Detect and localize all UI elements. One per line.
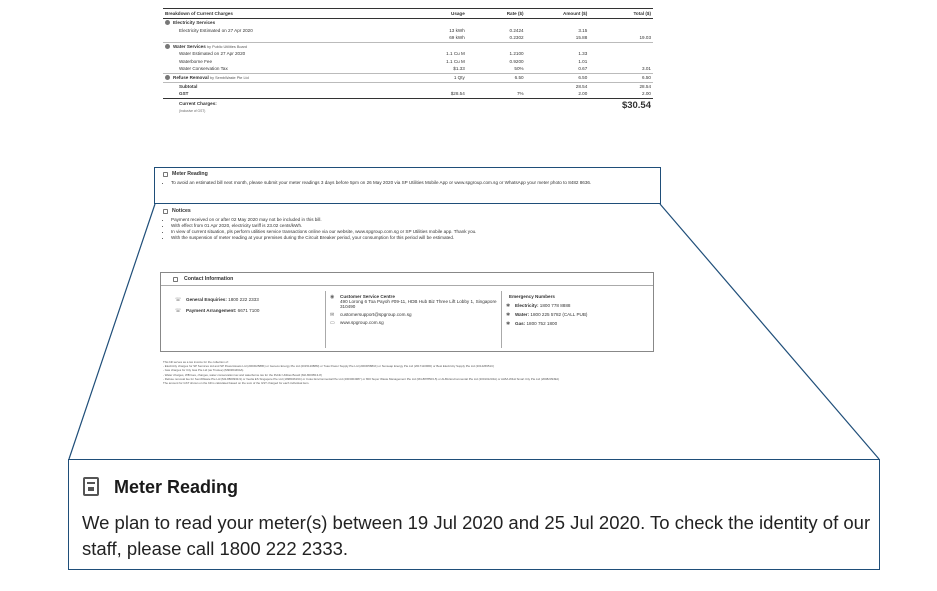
- customer-service-centre-label: Customer Service Centre: [340, 294, 395, 299]
- notice-icon: [163, 209, 168, 215]
- refuse-provider: by SembWaste Pte Ltd: [210, 76, 249, 81]
- phone-icon: ☏: [175, 297, 182, 303]
- customer-service-centre-address: 490 Lorong 6 Toa Payoh #09-11, HDB Hub Biz Three Lift Lobby 1, Singapore 310490: [340, 299, 497, 309]
- list-item: • With the suspension of meter reading at your premises during the Circuit Breaker period, your consumption for this period will be estimated.: [171, 235, 653, 241]
- fine-print-line: This bill serves as a tax invoice for the collection of:: [163, 360, 229, 364]
- list-item: • With effect from 01 Apr 2020, electricity tariff is 23.02 cents/kWh.: [171, 223, 653, 229]
- refuse-section-row: [163, 74, 653, 83]
- fine-print-line: - Refuse removal fee for SembWaste Pte Ltd (M2-8800933-9) or Veolia ES Singapore Pte Ltd (199804619C) or Colex Environmental Pte Ltd (200300498Y) or 800 Super Waste Management Pte Ltd (M4-8878503-5) or ALBA Environmental Pte Ltd (200101234A) or ALBA W&H Smart City Pte Ltd (200823949A): [163, 376, 560, 381]
- list-item: • To avoid an estimated bill next month, please submit your meter readings 3 days before 5pm on 26 May 2020 via SP Utilities Mobile App or www.spgroup.com.sg or WhatsApp your meter photo to 8482 8636.: [171, 180, 653, 186]
- payment-arrangement-number: 6671 7100: [237, 308, 260, 313]
- row-rate: 6.50: [467, 74, 526, 83]
- table-row: [163, 34, 653, 42]
- gst-base: $28.54: [450, 91, 465, 97]
- gas-icon: ✱: [506, 321, 511, 327]
- row-total: 19.03: [639, 35, 651, 41]
- water-provider: by Public Utilities Board: [207, 44, 247, 49]
- fine-print-line: - Water charges, WB fees, charges, water conservation tax and waterborne tax for the Public Utilities Board (M2-8000513-8): [163, 372, 322, 377]
- row-rate: 0.9200: [509, 58, 524, 64]
- row-total: [589, 27, 653, 35]
- row-usage: $1.33: [453, 66, 465, 72]
- contact-title: Contact Information: [184, 276, 234, 282]
- table-row: [163, 58, 653, 66]
- header-breakdown: Breakdown of Current Charges: [163, 9, 403, 19]
- charges-breakdown: [163, 8, 653, 113]
- row-total: 6.50: [589, 74, 653, 83]
- refuse-title: Refuse Removal: [173, 75, 209, 81]
- zoom-meter-reading-text: We plan to read your meter(s) between 19 Jul 2020 and 25 Jul 2020. To check the identity of our staff, please call 1800 222 2333.: [82, 512, 871, 559]
- row-rate: 50%: [514, 66, 524, 72]
- highlight-box: [154, 167, 661, 204]
- row-description: Water Estimated on 27 Apr 2020: [179, 51, 246, 57]
- row-total: [589, 50, 653, 58]
- row-usage: [403, 82, 467, 90]
- zoom-meter-reading-title: Meter Reading: [114, 477, 239, 497]
- gst-note-row: [163, 109, 653, 113]
- table-header-row: [163, 9, 653, 19]
- emergency-electricity-label: Electricity:: [515, 303, 539, 308]
- gst-total: 2.00: [642, 91, 651, 97]
- fine-print: [163, 360, 653, 385]
- table-row: [163, 66, 653, 74]
- electricity-title: Electricity Services: [173, 19, 216, 25]
- row-amount: 15.88: [575, 35, 588, 41]
- notices-title: Notices: [172, 208, 191, 214]
- water-section-row: [163, 42, 653, 50]
- row-total: [589, 58, 653, 66]
- row-amount: 1.33: [578, 51, 588, 57]
- contact-centre-column: [325, 291, 502, 348]
- phone-icon: ☏: [175, 308, 182, 314]
- list-item: • In view of current situation, pls perform utilities service transactions online via our website, www.spgroup.com.sg or SP Utilities mobile app. Thank you.: [171, 229, 653, 235]
- water-title: Water Services: [173, 43, 206, 49]
- header-rate: Rate ($): [467, 9, 526, 19]
- emergency-numbers-title: Emergency Numbers: [509, 294, 555, 299]
- row-total: 3.01: [642, 66, 651, 72]
- row-description: [163, 34, 403, 42]
- row-usage: 1 Qty: [403, 74, 467, 83]
- row-rate: [467, 82, 526, 90]
- table-row: [163, 27, 653, 35]
- row-amount: 3.15: [578, 27, 588, 33]
- subtotal-label: Subtotal: [163, 82, 403, 90]
- fine-print-line: - Electricity charges for SP Services Ltd and SP PowerAssets Ltd (200302588K) or Geneco Energy Pte Ltd (201512088M) or Tuas Power Supply Pte Ltd (200305881K) or Sunseap Energy Pte Ltd (201711096D) or Best Electricity Supply Pte Ltd (201426951C): [163, 364, 495, 369]
- water-icon: ✱: [506, 312, 511, 318]
- gst-amount: 2.00: [578, 91, 588, 97]
- emergency-numbers-column: [501, 291, 653, 348]
- subtotal-amount: 28.54: [526, 82, 590, 90]
- contact-icon: [173, 277, 178, 283]
- email-icon: ✉: [330, 312, 335, 318]
- row-usage: 1.1 Cu M: [446, 58, 465, 64]
- header-usage: Usage: [403, 9, 467, 19]
- row-amount: 6.50: [526, 74, 590, 83]
- emergency-gas-label: Gas:: [515, 321, 526, 326]
- fine-print-line: - Gas charges for City Gas Pte Ltd (as Trustee) (M90364464A): [163, 368, 244, 373]
- gst-label: GST: [179, 91, 189, 97]
- connector-line-left: [69, 204, 155, 459]
- notices-list: [163, 217, 653, 241]
- row-description: Water Conservation Tax: [179, 66, 228, 72]
- table-row: [163, 50, 653, 58]
- emergency-electricity-number: 1800 778 8888: [539, 303, 571, 308]
- emergency-gas-number: 1800 752 1800: [526, 321, 558, 326]
- contact-phone-column: [161, 291, 324, 348]
- row-rate: 0.2302: [509, 35, 524, 41]
- current-charges-row: [163, 98, 653, 109]
- electricity-section-row: [163, 19, 653, 27]
- row-description: Waterborne Fee: [179, 58, 213, 64]
- subtotal-row: [163, 82, 653, 90]
- payment-arrangement-label: Payment Arrangement:: [186, 308, 237, 313]
- general-enquiries-number: 1800 222 2333: [228, 297, 259, 302]
- charges-table: [163, 8, 653, 113]
- plus-icon: [165, 44, 170, 49]
- row-usage: 1.1 Cu M: [446, 51, 465, 57]
- header-total: Total ($): [589, 9, 653, 19]
- subtotal-total: 28.54: [589, 82, 653, 90]
- notices-section: [163, 208, 653, 241]
- row-rate: 1.2100: [509, 51, 524, 57]
- electricity-icon: ✱: [506, 303, 511, 309]
- connector-line-right: [660, 204, 879, 459]
- plus-icon: [165, 20, 170, 25]
- general-enquiries-label: General Enquiries:: [186, 297, 227, 302]
- contact-information-box: [160, 272, 654, 352]
- row-rate: 0.2424: [509, 27, 524, 33]
- fine-print-line: The amount for GST shown on the bill is calculated based on the sum of the GST charged for each individual item.: [163, 381, 310, 386]
- row-description: Electricity Estimated on 27 Apr 2020: [179, 27, 253, 33]
- emergency-water-number: 1800 225 5782 (CALL PUB): [530, 312, 588, 317]
- web-icon: ▭: [330, 320, 335, 326]
- row-amount: 0.67: [578, 66, 588, 72]
- gst-row: [163, 90, 653, 98]
- header-amount: Amount ($): [526, 9, 590, 19]
- contact-website: www.spgroup.com.sg: [340, 320, 384, 325]
- row-usage: 69 kWh: [449, 35, 465, 41]
- list-item: • Payment received on or after 02 May 2020 may not be included in this bill.: [171, 217, 653, 223]
- gst-rate: 7%: [516, 91, 524, 97]
- emergency-water-label: Water:: [515, 312, 530, 317]
- meter-reading-zoom-callout: [68, 459, 880, 570]
- row-usage: 13 kWh: [449, 27, 465, 33]
- current-charges-label: Current Charges:: [163, 98, 403, 109]
- gst-inclusive-note: (Inclusive of GST): [179, 108, 206, 113]
- meter-reading-title: Meter Reading: [172, 171, 208, 177]
- location-icon: ◉: [330, 294, 335, 300]
- current-charges-total: $30.54: [589, 98, 653, 113]
- row-amount: 1.01: [578, 58, 588, 64]
- contact-email: customersupport@spgroup.com.sg: [340, 312, 412, 317]
- plus-icon: [165, 75, 170, 80]
- meter-icon: [83, 477, 99, 496]
